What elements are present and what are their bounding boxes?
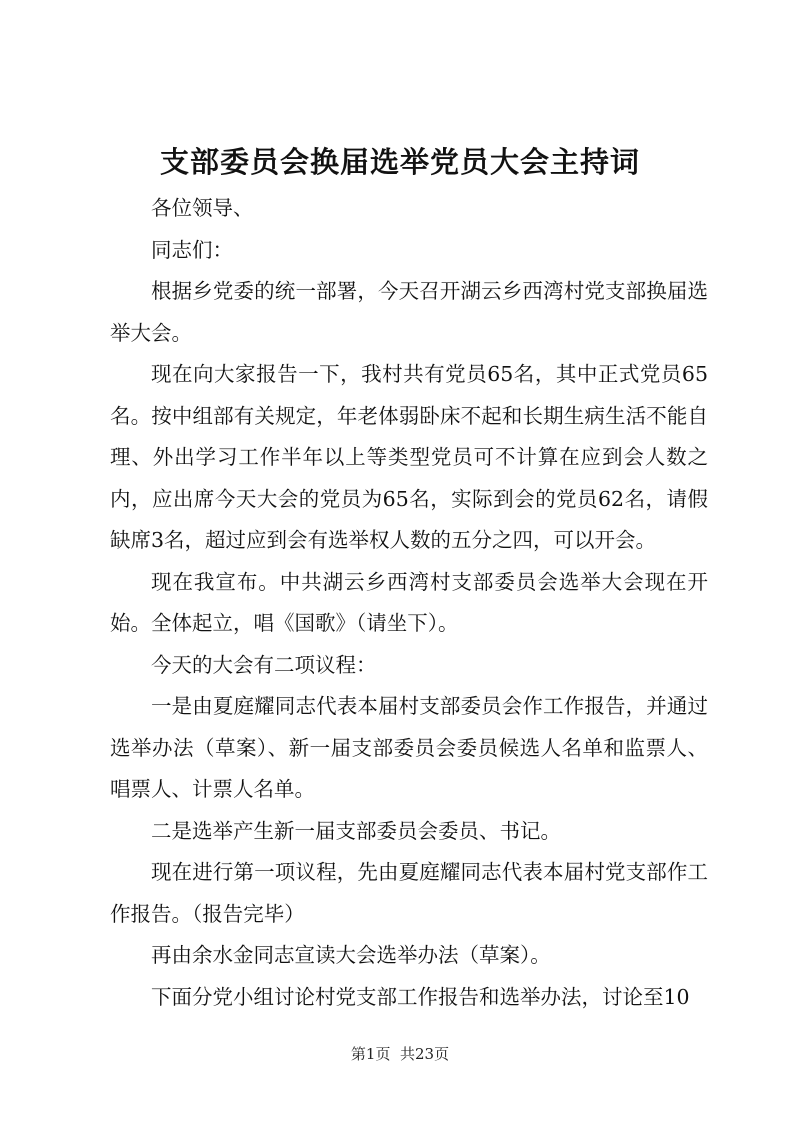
paragraph-opening: 根据乡党委的统一部署，今天召开湖云乡西湾村党支部换届选举大会。 — [110, 279, 708, 345]
page-footer — [0, 1043, 800, 1064]
paragraph-agenda-item-2: 二是选举产生新一届支部委员会委员、书记。 — [151, 818, 561, 843]
salutation-comrades: 同志们： — [151, 237, 233, 262]
paragraph-attendance-report: 现在向大家报告一下，我村共有党员65名，其中正式党员65名。按中组部有关规定，年老体弱卧床不起和长期生病生活不能自理、外出学习工作半年以上等类型党员可不计算在应到会人数之内，应出席今天大会的党员为65名，实际到会的党员62名，请假缺席3名，超过应到会有选举权人数的五分之四，可以开会。 — [110, 362, 708, 552]
document-body — [110, 188, 708, 1018]
paragraph-agenda-intro: 今天的大会有二项议程： — [151, 652, 377, 677]
page-number-label: 第1页 共23页 — [350, 1045, 450, 1063]
salutation-leaders: 各位领导、 — [151, 196, 254, 220]
paragraph-agenda-item-1: 一是由夏庭耀同志代表本届村支部委员会作工作报告，并通过选举办法（草案）、新一届支部委员会委员候选人名单和监票人、唱票人、计票人名单。 — [110, 694, 708, 801]
paragraph-announcement: 现在我宣布。中共湖云乡西湾村支部委员会选举大会现在开始。全体起立，唱《国歌》（请坐下）。 — [110, 569, 708, 635]
paragraph-group-discussion: 下面分党小组讨论村党支部工作报告和选举办法，讨论至10 — [151, 984, 690, 1009]
paragraph-first-item: 现在进行第一项议程，先由夏庭耀同志代表本届村党支部作工作报告。（报告完毕） — [110, 860, 708, 926]
paragraph-election-rules: 再由余水金同志宣读大会选举办法（草案）。 — [151, 943, 551, 967]
document-title: 支部委员会换届选举党员大会主持词 — [159, 145, 640, 179]
